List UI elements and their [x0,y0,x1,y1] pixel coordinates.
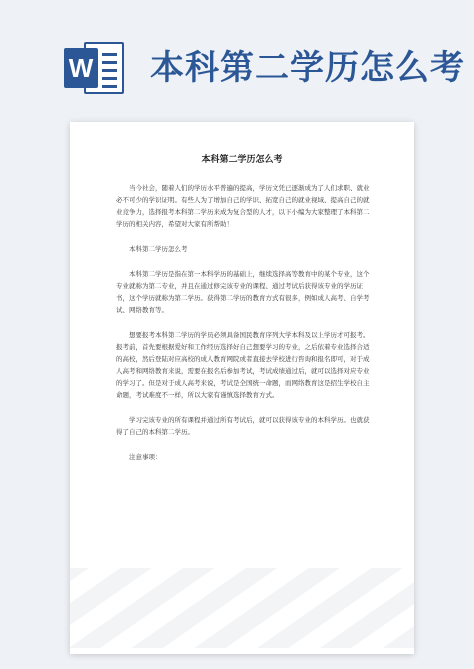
paragraph-completion: 学习完该专业的所有课程并通过所有考试后，就可以获得该专业的本科学历。也就获得了自己的本科第二学历。 [116,416,370,436]
banner-title: 本科第二学历怎么考 [150,48,465,88]
word-badge: W [64,48,98,88]
document-body [116,182,370,476]
document-title: 本科第二学历怎么考 [201,155,283,165]
paragraph-definition: 本科第二学历是指在第一本科学历的基础上，继续选择高等教育中的某个专业，这个专业就称为第二专业，并且在通过修完该专业的课程、通过考试后获得该专业的学历证书，这个学历就称为第二学历。获得第二学历的教育方式有很多，例如成人高考、自学考试、网络教育等。 [116,270,370,314]
paragraph-intro: 当今社会，随着人们的学历水平普遍的提高，学历文凭已逐渐成为了人们求职、就业必不可少的学识证明。有些人为了增加自己的学识、拓宽自己的就业视域、提高自己的就业竞争力，选择报考本科第二学历来成为复合型的人才，以下小编为大家整理了本科第二学历的相关内容，希望对大家有所帮助！ [116,184,370,228]
watermark [70,568,414,648]
paragraph-requirements: 想要报考本科第二学历的学员必须具备国民教育序列大学本科及以上学历才可报考。报考前，首先要根据爱好和工作经历选择好自己想要学习的专业，之后依着专业选择合适的高校，然后登陆对应高校的成人教育网院或者直接去学校进行咨询和报名即可，对于成人高考和网络教育来说，需要在报名后参加考试，考试成绩通过后，就可以选择对应专业的学习了。但是对于成人高考来说，考试是全国统一命题，而网络教育这是招生学校自主命题，考试难度不一样，所以大家有谨慎选择教育方式。 [116,331,370,399]
section-heading: 本科第二学历怎么考 [129,245,188,253]
document-page [70,122,414,654]
banner [0,0,474,118]
notes-heading: 注意事项： [129,453,162,461]
word-icon [64,40,128,96]
